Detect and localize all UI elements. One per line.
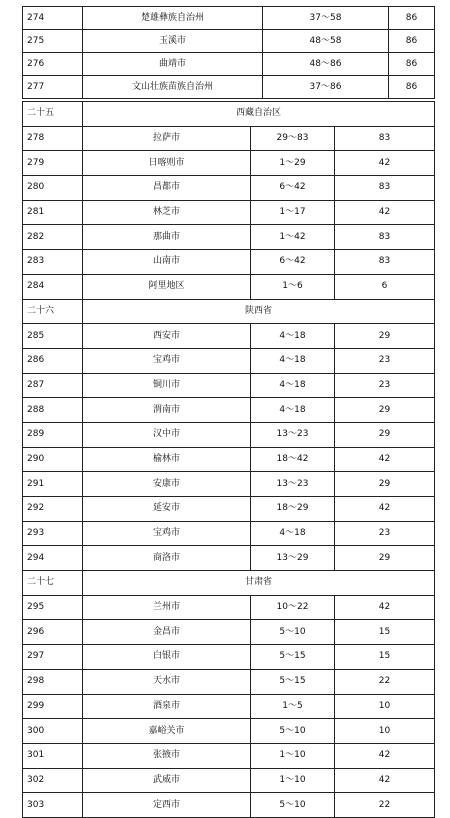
- table-row: [23, 250, 435, 275]
- value-range: 5～15: [251, 669, 335, 694]
- value-range: 1～10: [251, 743, 335, 768]
- value-range: 13～23: [251, 422, 335, 447]
- section-number: 二十五: [23, 102, 83, 127]
- region-name: 曲靖市: [83, 53, 263, 76]
- region-name: 安康市: [83, 472, 251, 497]
- table-row: [23, 348, 435, 373]
- value: 10: [335, 719, 435, 744]
- value-range: 1～17: [251, 200, 335, 225]
- table-row: [23, 521, 435, 546]
- region-name: 天水市: [83, 669, 251, 694]
- value: 86: [389, 30, 435, 53]
- region-name: 白银市: [83, 645, 251, 670]
- table-row: [23, 324, 435, 349]
- row-number: 289: [23, 422, 83, 447]
- table-row: [23, 645, 435, 670]
- table-row: [23, 274, 435, 299]
- region-name: 楚雄彝族自治州: [83, 7, 263, 30]
- value: 29: [335, 546, 435, 571]
- row-number: 293: [23, 521, 83, 546]
- value: 23: [335, 373, 435, 398]
- row-number: 275: [23, 30, 83, 53]
- region-name: 榆林市: [83, 447, 251, 472]
- value: 86: [389, 7, 435, 30]
- value: 6: [335, 274, 435, 299]
- value: 86: [389, 53, 435, 76]
- table-row: [23, 694, 435, 719]
- table-row: [23, 176, 435, 201]
- value: 42: [335, 200, 435, 225]
- region-name: 嘉峪关市: [83, 719, 251, 744]
- region-name: 延安市: [83, 497, 251, 522]
- table-row: [23, 472, 435, 497]
- value: 29: [335, 422, 435, 447]
- value: 42: [335, 743, 435, 768]
- value: 22: [335, 669, 435, 694]
- value: 22: [335, 793, 435, 818]
- value: 15: [335, 645, 435, 670]
- value-range: 18～42: [251, 447, 335, 472]
- table-row: [23, 768, 435, 793]
- value-range: 4～18: [251, 521, 335, 546]
- region-name: 铜川市: [83, 373, 251, 398]
- section-title: 陕西省: [83, 299, 435, 324]
- table-row: [23, 422, 435, 447]
- table-row: [23, 151, 435, 176]
- value-range: 37～58: [263, 7, 389, 30]
- region-name: 昌都市: [83, 176, 251, 201]
- region-name: 山南市: [83, 250, 251, 275]
- region-name: 酒泉市: [83, 694, 251, 719]
- value-range: 4～18: [251, 324, 335, 349]
- table-row: [23, 595, 435, 620]
- value-range: 48～86: [263, 53, 389, 76]
- row-number: 285: [23, 324, 83, 349]
- value: 42: [335, 595, 435, 620]
- row-number: 291: [23, 472, 83, 497]
- table-row: [23, 200, 435, 225]
- value-range: 1～6: [251, 274, 335, 299]
- row-number: 299: [23, 694, 83, 719]
- region-name: 定西市: [83, 793, 251, 818]
- row-number: 277: [23, 76, 83, 99]
- region-name: 兰州市: [83, 595, 251, 620]
- table-row: [23, 30, 435, 53]
- value: 29: [335, 324, 435, 349]
- region-name: 林芝市: [83, 200, 251, 225]
- value-range: 18～29: [251, 497, 335, 522]
- value: 83: [335, 176, 435, 201]
- value: 23: [335, 348, 435, 373]
- table-row: [23, 546, 435, 571]
- section-title: 西藏自治区: [83, 102, 435, 127]
- row-number: 278: [23, 126, 83, 151]
- region-name: 文山壮族苗族自治州: [83, 76, 263, 99]
- value-range: 4～18: [251, 398, 335, 423]
- value-range: 1～5: [251, 694, 335, 719]
- row-number: 288: [23, 398, 83, 423]
- region-name: 商洛市: [83, 546, 251, 571]
- value-range: 10～22: [251, 595, 335, 620]
- row-number: 300: [23, 719, 83, 744]
- value-range: 5～10: [251, 793, 335, 818]
- region-name: 金昌市: [83, 620, 251, 645]
- value: 29: [335, 398, 435, 423]
- region-name: 那曲市: [83, 225, 251, 250]
- row-number: 284: [23, 274, 83, 299]
- value-range: 29～83: [251, 126, 335, 151]
- region-name: 汉中市: [83, 422, 251, 447]
- table-row: [23, 53, 435, 76]
- row-number: 302: [23, 768, 83, 793]
- section-header-row: [23, 571, 435, 596]
- value-range: 1～42: [251, 225, 335, 250]
- value-range: 5～15: [251, 645, 335, 670]
- row-number: 295: [23, 595, 83, 620]
- row-number: 274: [23, 7, 83, 30]
- value: 23: [335, 521, 435, 546]
- table-row: [23, 669, 435, 694]
- table-row: [23, 7, 435, 30]
- table-row: [23, 447, 435, 472]
- row-number: 294: [23, 546, 83, 571]
- value-range: 5～10: [251, 719, 335, 744]
- value: 29: [335, 472, 435, 497]
- section-number: 二十六: [23, 299, 83, 324]
- section-header-row: [23, 102, 435, 127]
- table-row: [23, 793, 435, 818]
- table-row: [23, 743, 435, 768]
- value: 83: [335, 126, 435, 151]
- region-name: 武威市: [83, 768, 251, 793]
- region-name: 西安市: [83, 324, 251, 349]
- section-title: 甘肃省: [83, 571, 435, 596]
- table-row: [23, 497, 435, 522]
- value-range: 48～58: [263, 30, 389, 53]
- value-range: 4～18: [251, 348, 335, 373]
- row-number: 298: [23, 669, 83, 694]
- row-number: 282: [23, 225, 83, 250]
- section-number: 二十七: [23, 571, 83, 596]
- value-range: 4～18: [251, 373, 335, 398]
- row-number: 301: [23, 743, 83, 768]
- table-row: [23, 373, 435, 398]
- row-number: 283: [23, 250, 83, 275]
- row-number: 290: [23, 447, 83, 472]
- value: 42: [335, 151, 435, 176]
- region-name: 宝鸡市: [83, 521, 251, 546]
- value-range: 6～42: [251, 176, 335, 201]
- row-number: 279: [23, 151, 83, 176]
- value-range: 13～23: [251, 472, 335, 497]
- value: 42: [335, 768, 435, 793]
- row-number: 297: [23, 645, 83, 670]
- value-range: 1～29: [251, 151, 335, 176]
- row-number: 287: [23, 373, 83, 398]
- value: 42: [335, 497, 435, 522]
- value: 86: [389, 76, 435, 99]
- row-number: 280: [23, 176, 83, 201]
- value: 83: [335, 250, 435, 275]
- table-row: [23, 719, 435, 744]
- value-range: 37～86: [263, 76, 389, 99]
- table-row: [23, 225, 435, 250]
- value-range: 6～42: [251, 250, 335, 275]
- table-row: [23, 76, 435, 99]
- row-number: 303: [23, 793, 83, 818]
- row-number: 296: [23, 620, 83, 645]
- region-name: 渭南市: [83, 398, 251, 423]
- table-row: [23, 620, 435, 645]
- region-name: 拉萨市: [83, 126, 251, 151]
- value-range: 1～10: [251, 768, 335, 793]
- table-main: [22, 101, 435, 818]
- region-name: 宝鸡市: [83, 348, 251, 373]
- region-name: 日喀则市: [83, 151, 251, 176]
- value-range: 5～10: [251, 620, 335, 645]
- value: 15: [335, 620, 435, 645]
- section-header-row: [23, 299, 435, 324]
- row-number: 281: [23, 200, 83, 225]
- region-name: 玉溪市: [83, 30, 263, 53]
- value: 10: [335, 694, 435, 719]
- value: 83: [335, 225, 435, 250]
- table-row: [23, 398, 435, 423]
- region-name: 张掖市: [83, 743, 251, 768]
- value-range: 13～29: [251, 546, 335, 571]
- table-top-continuation: [22, 6, 435, 99]
- region-name: 阿里地区: [83, 274, 251, 299]
- row-number: 292: [23, 497, 83, 522]
- row-number: 286: [23, 348, 83, 373]
- value: 42: [335, 447, 435, 472]
- table-row: [23, 126, 435, 151]
- row-number: 276: [23, 53, 83, 76]
